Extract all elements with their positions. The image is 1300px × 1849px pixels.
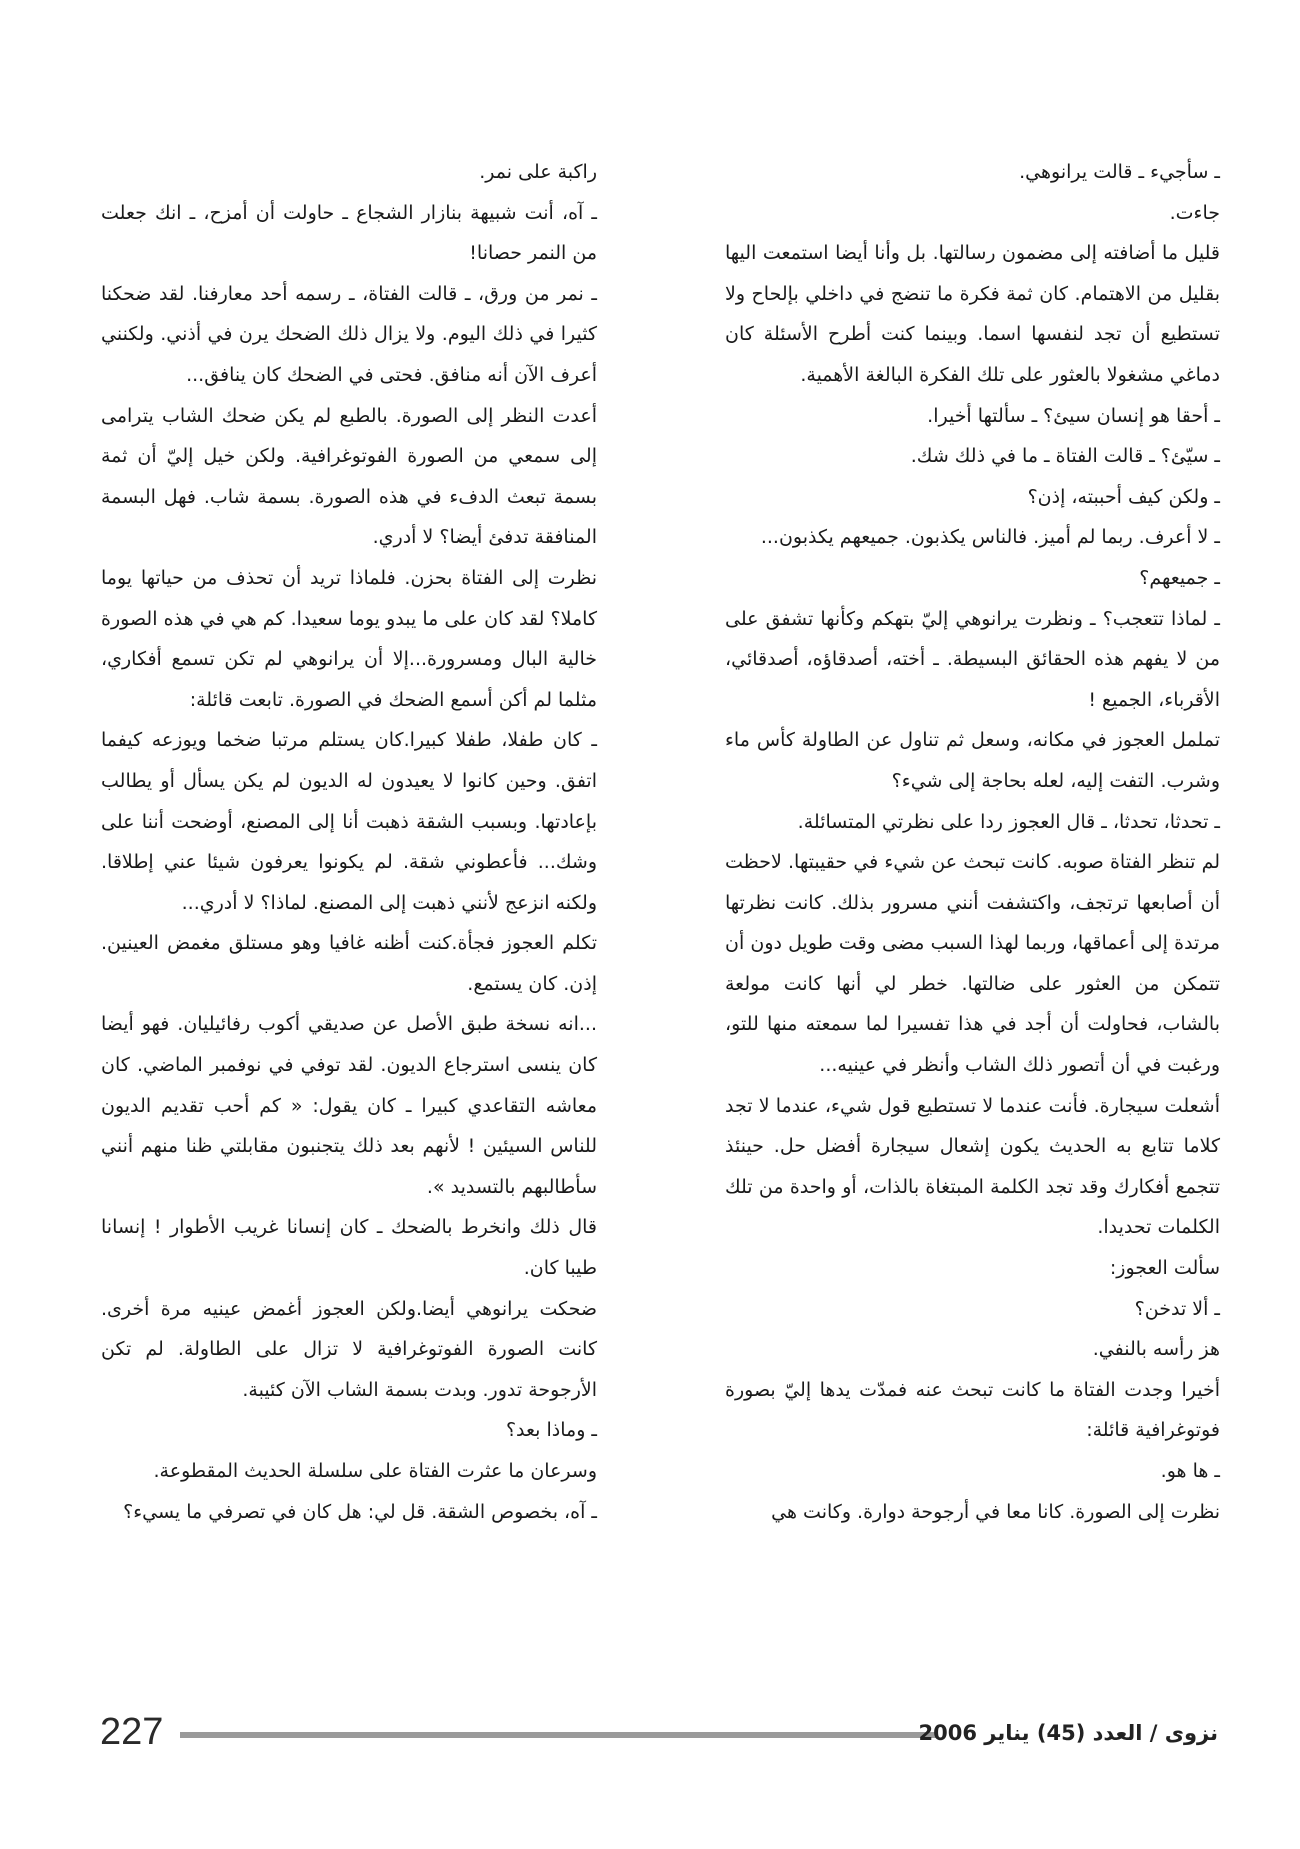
paragraph: ـ لا أعرف. ربما لم أميز. فالناس يكذبون. جميعهم يكذبون... <box>760 526 1220 549</box>
paragraph: لم تنظر الفتاة صوبه. كانت تبحث عن شيء في حقيبتها. لاحظت أن أصابعها ترتجف، واكتشفت أنني مسرور بذلك. كانت نظرتها مرتدة إلى أعماقها، وربما لهذا السبب مضى وقت طويل دون أن تتمكن من العثور على ضالتها. خطر لي أنها كانت مولعة بالشاب، فحاولت أن أجد في هذا تفسيرا لما سمعته منها للتو، ورغبت في أن أتصور ذلك الشاب وأنظر في عينيه... <box>725 851 1220 1077</box>
paragraph: ـ سيّئ؟ ـ قالت الفتاة ـ ما في ذلك شك. <box>910 445 1220 468</box>
page-footer <box>0 1710 1300 1770</box>
paragraph: سألت العجوز: <box>1109 1257 1220 1280</box>
paragraph: نظرت إلى الصورة. كانا معا في أرجوحة دوارة. وكانت هي <box>771 1500 1220 1523</box>
footer-divider <box>180 1732 938 1738</box>
paragraph: قليل ما أضافته إلى مضمون رسالتها. بل وأنا أيضا استمعت اليها بقليل من الاهتمام. كان ثمة فكرة ما تنضج في داخلي بإلحاح ولا تستطيع أن تجد لنفسها اسما. وبينما كنت أطرح الأسئلة كان دماغي مشغولا بالعثور على تلك الفكرة البالغة الأهمية. <box>725 242 1220 386</box>
paragraph: وسرعان ما عثرت الفتاة على سلسلة الحديث المقطوعة. <box>153 1460 597 1482</box>
paragraph: هز رأسه بالنفي. <box>1092 1338 1220 1361</box>
page-number: 227 <box>100 1711 164 1753</box>
paragraph: تكلم العجوز فجأة.كنت أظنه غافيا وهو مستلق مغمض العينين. إذن. كان يستمع. <box>101 932 597 995</box>
paragraph: ـ ولكن كيف أحببته، إذن؟ <box>1027 485 1220 508</box>
paragraph: ـ نمر من ورق، ـ قالت الفتاة، ـ رسمه أحد معارفنا. لقد ضحكنا كثيرا في ذلك اليوم. ولا يزال ذلك الضحك يرن في أذني. ولكنني أعرف الآن أنه منافق. فحتى في الضحك كان ينافق... <box>101 282 597 386</box>
paragraph: ـ ألا تدخن؟ <box>1134 1297 1220 1320</box>
paragraph: ـ لماذا تتعجب؟ ـ ونظرت يرانوهي إليّ بتهكم وكأنها تشفق على من لا يفهم هذه الحقائق البسيطة. ـ أخته، أصدقاؤه، أصدقائي، الأقرباء، الجميع ! <box>725 607 1220 711</box>
paragraph: أخيرا وجدت الفتاة ما كانت تبحث عنه فمدّت يدها إليّ بصورة فوتوغرافية قائلة: <box>725 1378 1220 1442</box>
paragraph: أشعلت سيجارة. فأنت عندما لا تستطيع قول شيء، عندما لا تجد كلاما تتابع به الحديث يكون إشعال سيجارة أفضل حل. حينئذ تتجمع أفكارك وقد تجد الكلمة المبتغاة بالذات، أو واحدة من تلك الكلمات تحديدا. <box>725 1094 1220 1239</box>
article-column-left <box>101 152 597 1532</box>
paragraph: ـ آه، بخصوص الشقة. قل لي: هل كان في تصرفي ما يسيء؟ <box>123 1500 597 1523</box>
paragraph: ـ أحقا هو إنسان سيئ؟ ـ سألتها أخيرا. <box>927 404 1220 427</box>
paragraph: ـ آه، أنت شبيهة بنازار الشجاع ـ حاولت أن أمزح، ـ انك جعلت من النمر حصانا! <box>101 201 597 265</box>
paragraph: ...انه نسخة طبق الأصل عن صديقي أكوب رفائيليان. فهو أيضا كان ينسى استرجاع الديون. لقد توفي في نوفمبر الماضي. كان معاشه التقاعدي كبيرا ـ كان يقول: « كم أحب تقديم الديون للناس السيئين ! لأنهم بعد ذلك يتجنبون مقابلتي ظنا منهم أنني سأطالبهم بالتسديد ». <box>101 1013 597 1198</box>
article-column-right <box>725 152 1220 1532</box>
paragraph: قال ذلك وانخرط بالضحك ـ كان إنسانا غريب الأطوار ! إنسانا طيبا كان. <box>101 1216 597 1280</box>
paragraph: ـ وماذا بعد؟ <box>505 1419 597 1442</box>
paragraph: ـ تحدثا، تحدثا، ـ قال العجوز ردا على نظرتي المتسائلة. <box>797 810 1220 833</box>
paragraph: راكبة على نمر. <box>479 161 597 183</box>
paragraph: ـ جميعهم؟ <box>1139 566 1220 589</box>
paragraph: تململ العجوز في مكانه، وسعل ثم تناول عن الطاولة كأس ماء وشرب. التفت إليه، لعله بحاجة إلى شيء؟ <box>725 729 1220 792</box>
paragraph: جاءت. <box>1169 201 1220 224</box>
paragraph: ـ سأجيء ـ قالت يرانوهي. <box>1019 161 1220 183</box>
paragraph: أعدت النظر إلى الصورة. بالطبع لم يكن ضحك الشاب يترامى إلى سمعي من الصورة الفوتوغرافية. ولكن خيل إليّ أن ثمة بسمة تبعث الدفء في هذه الصورة. بسمة شاب. فهل البسمة المنافقة تدفئ أيضا؟ لا أدري. <box>101 404 597 549</box>
paragraph: نظرت إلى الفتاة بحزن. فلماذا تريد أن تحذف من حياتها يوما كاملا؟ لقد كان على ما يبدو يوما سعيدا. كم هي في هذه الصورة خالية البال ومسرورة...إلا أن يرانوهي لم تكن تسمع أفكاري، مثلما لم أكن أسمع الضحك في الصورة. تابعت قائلة: <box>101 566 597 711</box>
paragraph: ـ ها هو. <box>1160 1460 1220 1482</box>
issue-label: نزوى / العدد (45) يناير 2006 <box>918 1721 1218 1745</box>
paragraph: ضحكت يرانوهي أيضا.ولكن العجوز أغمض عينيه مرة أخرى. كانت الصورة الفوتوغرافية لا تزال على الطاولة. لم تكن الأرجوحة تدور. وبدت بسمة الشاب الآن كئيبة. <box>101 1297 597 1401</box>
paragraph: ـ كان طفلا، طفلا كبيرا.كان يستلم مرتبا ضخما ويوزعه كيفما اتفق. وحين كانوا لا يعيدون له الديون لم يكن يسأل أو يطالب بإعادتها. وبسبب الشقة ذهبت أنا إلى المصنع، أوضحت أننا على وشك... فأعطوني شقة. لم يكونوا يعرفون شيئا عني إطلاقا. ولكنه انزعج لأنني ذهبت إلى المصنع. لماذا؟ لا أدري... <box>101 729 597 914</box>
